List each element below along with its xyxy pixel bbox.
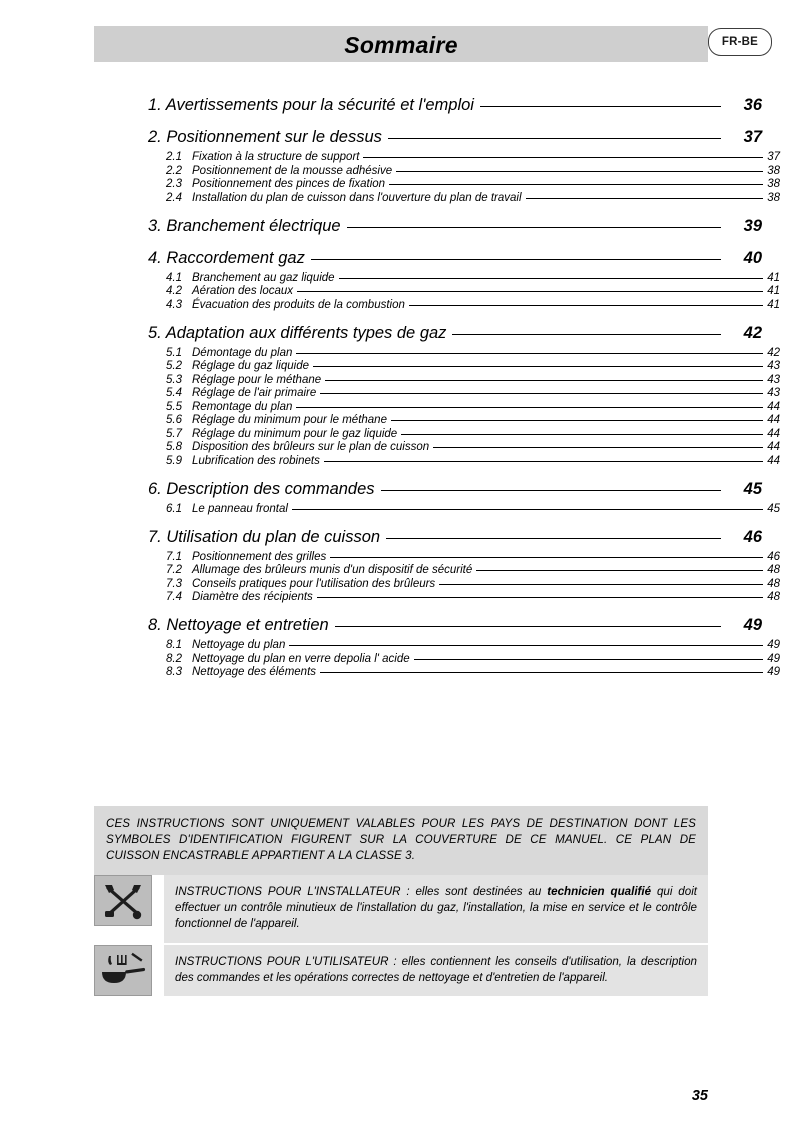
toc-leader: [414, 658, 763, 660]
installer-text-emphasis: technicien qualifié: [547, 885, 652, 898]
toc-leader: [433, 446, 763, 448]
toc-leader: [292, 508, 763, 510]
toc-subentries: [94, 346, 780, 467]
toc-subentries: [94, 151, 780, 204]
toc-entry-number: 5.1: [166, 346, 182, 359]
destination-notice: CES INSTRUCTIONS SONT UNIQUEMENT VALABLES POUR LES PAYS DE DESTINATION DONT LES SYMBOLES D'IDENTIFICATION FIGURENT SUR LA COUVERTURE DE CE MANUEL. CE PLAN DE CUISSON ENCASTRABLE APPARTIENT A LA CLASSE 3.: [94, 806, 708, 875]
toc-entry-number: 8.1: [166, 639, 182, 651]
toc-entry-level2[interactable]: [94, 374, 780, 386]
toc-entry-page: 44: [767, 400, 780, 413]
toc-entry-label: 5. Adaptation aux différents types de gaz: [148, 323, 447, 342]
toc-entry-page: 48: [767, 577, 780, 590]
toc-entry-level2[interactable]: [94, 551, 780, 563]
footer-page-number: 35: [691, 1088, 708, 1104]
toc-entry-page: 43: [767, 360, 780, 372]
toc-entry-page: 49: [743, 616, 762, 634]
toc-leader: [325, 379, 763, 381]
toc-entry-page: 45: [767, 502, 780, 515]
toc-entry-number: 5.2: [166, 360, 182, 372]
toc-entry-level2[interactable]: [94, 428, 780, 440]
toc-leader: [480, 105, 721, 107]
toc-entry-page: 41: [767, 285, 780, 297]
toc-leader: [330, 556, 763, 558]
toc-leader: [439, 583, 763, 585]
toc-leader: [339, 277, 763, 279]
toc-entry-number: 5.3: [166, 373, 182, 386]
toc-entry-level2[interactable]: [94, 455, 780, 467]
toc-entry-page: 45: [743, 479, 762, 498]
toc-entry-number: 5.7: [166, 427, 182, 440]
toc-entry-label: Positionnement des pinces de fixation: [192, 178, 386, 190]
toc-entry-page: 49: [767, 652, 780, 665]
toc-entry-label: Diamètre des récipients: [192, 591, 313, 603]
installer-text-before: INSTRUCTIONS POUR L'INSTALLATEUR : elles sont destinées au: [175, 885, 548, 898]
toc-entry-level1[interactable]: [94, 480, 762, 499]
toc-leader: [347, 226, 721, 228]
table-of-contents: [94, 96, 780, 678]
toc-entry-label: Réglage du gaz liquide: [192, 360, 310, 372]
toc-subentries: [94, 550, 780, 604]
toc-chapter: [94, 128, 780, 204]
toc-entry-label: Conseils pratiques pour l'utilisation des brûleurs: [192, 577, 436, 590]
toc-entry-page: 41: [767, 271, 780, 284]
toc-entry-page: 37: [743, 128, 762, 146]
toc-entry-level2[interactable]: [94, 414, 780, 426]
toc-entry-number: 7.1: [166, 550, 182, 563]
toc-entry-label: 1. Avertissements pour la sécurité et l'emploi: [148, 96, 474, 114]
toc-entry-level1[interactable]: [94, 128, 762, 147]
toc-entry-number: 5.5: [166, 400, 182, 413]
toc-leader: [526, 197, 763, 199]
toc-entry-page: 41: [767, 298, 780, 311]
toc-entry-page: 49: [767, 639, 780, 651]
toc-entry-level2[interactable]: [94, 503, 780, 515]
toc-entry-label: Nettoyage du plan: [192, 639, 286, 651]
toc-entry-number: 4.1: [166, 271, 182, 284]
toc-entry-label: 3. Branchement électrique: [148, 216, 341, 235]
language-badge: FR-BE: [708, 28, 772, 56]
toc-entry-level2[interactable]: [94, 578, 780, 590]
toc-entry-page: 39: [743, 216, 762, 235]
toc-entry-page: 48: [767, 564, 780, 576]
toc-entry-label: Lubrification des robinets: [192, 454, 320, 467]
toc-entry-number: 2.1: [166, 151, 182, 163]
toc-entry-level2[interactable]: [94, 272, 780, 284]
toc-entry-label: Disposition des brûleurs sur le plan de cuisson: [192, 441, 430, 453]
toc-entry-number: 2.4: [166, 191, 182, 204]
toc-entry-page: 44: [767, 427, 780, 440]
toc-entry-level2[interactable]: [94, 347, 780, 359]
toc-entry-number: 5.4: [166, 387, 182, 399]
toc-entry-number: 7.3: [166, 577, 182, 590]
toc-entry-page: 38: [767, 191, 780, 204]
installer-text-after: qui doit effectuer un contrôle minutieux de l'installation du gaz, l'installation, la mise en service et le contrôle fonctionnel de l'appareil.: [175, 885, 697, 931]
toc-entry-page: 44: [767, 454, 780, 467]
toc-entry-label: Réglage pour le méthane: [192, 373, 322, 386]
toc-entry-number: 8.2: [166, 652, 182, 665]
toc-entry-number: 4.3: [166, 298, 182, 311]
toc-entry-page: 36: [743, 96, 762, 114]
toc-entry-level2[interactable]: [94, 360, 780, 372]
toc-chapter: [94, 616, 780, 678]
toc-entry-level1[interactable]: [94, 217, 762, 236]
toc-entry-label: Démontage du plan: [192, 346, 293, 359]
toc-entry-level2[interactable]: [94, 151, 780, 163]
toc-entry-label: Nettoyage du plan en verre depolia l' acide: [192, 652, 410, 665]
page-title: Sommaire: [344, 32, 458, 58]
toc-entry-number: 2.3: [166, 178, 182, 190]
toc-entry-label: 8. Nettoyage et entretien: [148, 616, 329, 634]
toc-entry-label: 6. Description des commandes: [148, 479, 375, 498]
toc-leader: [311, 258, 721, 260]
toc-subentries: [94, 502, 780, 515]
toc-entry-level2[interactable]: [94, 165, 780, 177]
toc-entry-page: 38: [767, 164, 780, 177]
toc-entry-page: 42: [743, 323, 762, 342]
toc-subentries: [94, 639, 780, 678]
toc-entry-level2[interactable]: [94, 387, 780, 399]
toc-entry-number: 5.6: [166, 414, 182, 426]
toc-chapter: [94, 248, 780, 311]
toc-entry-page: 38: [767, 178, 780, 190]
toc-entry-number: 4.2: [166, 285, 182, 297]
toc-entry-page: 49: [767, 666, 780, 678]
toc-entry-label: Nettoyage des éléments: [192, 666, 317, 678]
toc-entry-label: Positionnement des grilles: [192, 550, 327, 563]
user-instructions-row: [94, 945, 708, 996]
toc-entry-level2[interactable]: [94, 666, 780, 678]
toc-chapter: [94, 96, 762, 115]
toc-leader: [452, 333, 721, 335]
toc-leader: [409, 304, 763, 306]
toc-leader: [388, 137, 721, 139]
toc-entry-level2[interactable]: [94, 285, 780, 297]
toc-entry-label: Installation du plan de cuisson dans l'ouverture du plan de travail: [192, 191, 522, 204]
toc-entry-label: Remontage du plan: [192, 400, 293, 413]
toc-entry-level1[interactable]: [94, 249, 762, 268]
toc-entry-label: 7. Utilisation du plan de cuisson: [148, 527, 381, 546]
toc-entry-number: 2.2: [166, 164, 182, 177]
toc-chapter: [94, 527, 780, 604]
toc-entry-number: 8.3: [166, 666, 182, 678]
toc-leader: [296, 406, 763, 408]
toc-leader: [335, 625, 721, 627]
toc-entry-page: 37: [767, 151, 780, 163]
toc-leader: [363, 156, 763, 158]
toc-entry-label: Réglage du minimum pour le gaz liquide: [192, 427, 398, 440]
toc-entry-number: 7.2: [166, 564, 182, 576]
toc-leader: [381, 489, 721, 491]
toc-entry-level1[interactable]: [94, 528, 762, 547]
toc-entry-level1[interactable]: [94, 324, 762, 343]
toc-entry-page: 44: [767, 414, 780, 426]
toc-leader: [317, 596, 763, 598]
toc-entry-label: 2. Positionnement sur le dessus: [148, 128, 382, 146]
toc-entry-level2[interactable]: [94, 653, 780, 665]
toc-entry-level2[interactable]: [94, 299, 780, 311]
toc-entry-label: Positionnement de la mousse adhésive: [192, 164, 393, 177]
toc-leader: [289, 644, 763, 646]
toc-entry-label: Réglage du minimum pour le méthane: [192, 414, 387, 426]
toc-chapter: [94, 216, 762, 236]
toc-leader: [324, 460, 763, 462]
toc-entry-page: 43: [767, 373, 780, 386]
installer-instructions-text: [164, 875, 708, 943]
toc-entry-label: Évacuation des produits de la combustion: [192, 298, 405, 311]
toc-leader: [297, 290, 763, 292]
toc-leader: [396, 170, 763, 172]
toc-entry-label: Aération des locaux: [192, 285, 294, 297]
toc-entry-page: 48: [767, 591, 780, 603]
toc-entry-level2[interactable]: [94, 639, 780, 651]
toc-leader: [401, 433, 763, 435]
toc-entry-label: Fixation à la structure de support: [192, 151, 360, 163]
toc-entry-level1[interactable]: [94, 96, 762, 115]
toc-entry-page: 42: [767, 346, 780, 359]
toc-entry-number: 7.4: [166, 591, 182, 603]
toc-entry-number: 6.1: [166, 502, 182, 515]
toc-leader: [386, 537, 721, 539]
toc-entry-label: Branchement au gaz liquide: [192, 271, 335, 284]
toc-leader: [296, 352, 763, 354]
toc-entry-number: 5.9: [166, 454, 182, 467]
toc-leader: [391, 419, 763, 421]
toc-entry-page: 40: [743, 248, 762, 267]
toc-leader: [389, 183, 763, 185]
toc-leader: [476, 569, 763, 571]
toc-entry-label: Réglage de l'air primaire: [192, 387, 317, 399]
tools-icon: [94, 875, 152, 926]
toc-chapter: [94, 323, 780, 467]
toc-subentries: [94, 271, 780, 311]
toc-entry-level2[interactable]: [94, 564, 780, 576]
toc-leader: [320, 671, 763, 673]
toc-entry-page: 43: [767, 387, 780, 399]
installer-instructions-row: [94, 875, 708, 943]
toc-leader: [320, 392, 763, 394]
toc-entry-page: 46: [743, 527, 762, 546]
toc-entry-label: Le panneau frontal: [192, 502, 288, 515]
toc-entry-label: 4. Raccordement gaz: [148, 248, 305, 267]
toc-leader: [313, 365, 763, 367]
toc-entry-level2[interactable]: [94, 192, 780, 204]
toc-entry-level2[interactable]: [94, 441, 780, 453]
toc-entry-level2[interactable]: [94, 401, 780, 413]
pan-utensils-icon: [94, 945, 152, 996]
toc-entry-level2[interactable]: [94, 178, 780, 190]
toc-entry-page: 44: [767, 441, 780, 453]
toc-entry-label: Allumage des brûleurs munis d'un dispositif de sécurité: [192, 564, 473, 576]
toc-chapter: [94, 479, 780, 515]
toc-entry-level1[interactable]: [94, 616, 762, 635]
toc-entry-level2[interactable]: [94, 591, 780, 603]
toc-entry-number: 5.8: [166, 441, 182, 453]
toc-entry-page: 46: [767, 550, 780, 563]
user-instructions-text: INSTRUCTIONS POUR L'UTILISATEUR : elles contiennent les conseils d'utilisation, la description des commandes et les opérations correctes de nettoyage et d'entretien de l'appareil.: [164, 945, 708, 996]
